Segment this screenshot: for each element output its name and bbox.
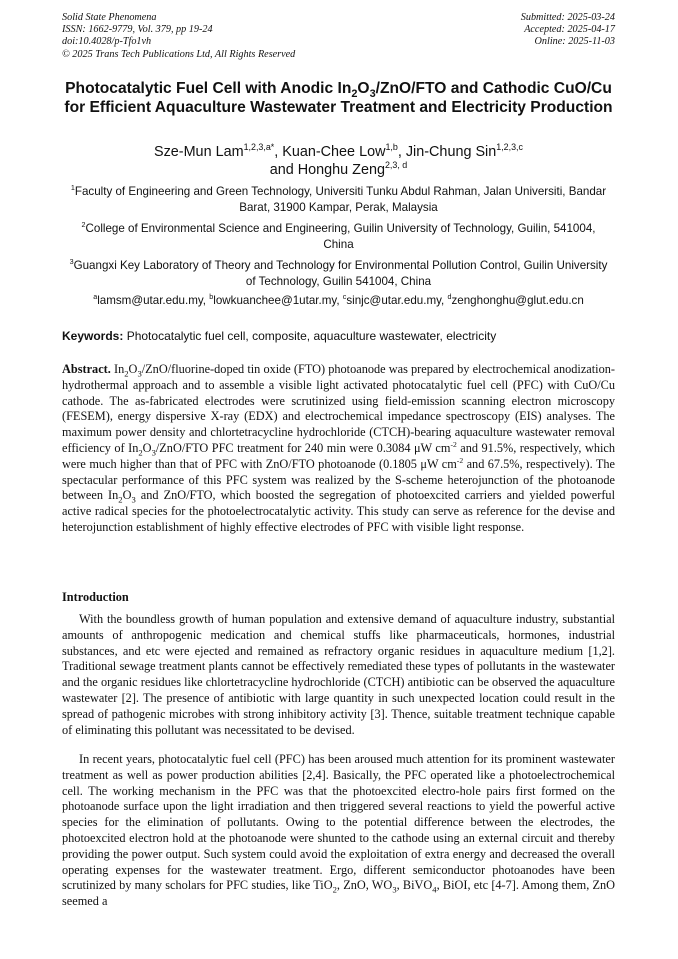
author-name: , Jin-Chung Sin	[397, 144, 497, 160]
issn: ISSN: 1662-9779, Vol. 379, pp 19-24	[62, 24, 213, 36]
affiliation: $^1$Faculty of Engineering and Green Technology, Universiti Tunku Abdul Rahman, Jalan Universiti, Bandar Barat, 31900 Kampar, Perak, Malaysia	[70, 183, 607, 214]
running-header	[62, 12, 615, 61]
online-date: Online: 2025-11-03	[534, 36, 615, 48]
keywords-text: Photocatalytic fuel cell, composite, aquaculture wastewater, electricity	[126, 329, 497, 343]
author-name: Sze-Mun Lam	[153, 144, 244, 160]
accepted-date: Accepted: 2025-04-17	[524, 24, 615, 36]
journal-name: Solid State Phenomena	[62, 12, 157, 23]
paper-title: Photocatalytic Fuel Cell with Anodic $In_2O_3/ZnO$/FTO and Cathodic CuO/Cu for Efficient Aquaculture Wastewater Treatment and Electricity Production	[64, 80, 613, 116]
author-list: Sze-Mun Lam$^{1,2,3,a*}$, Kuan-Chee Low$^{1,b}$, Jin-Chung Sin$^{1,2,3,c}$ and Honghu Zeng$^{2,3, d}$	[153, 142, 523, 178]
body-paragraph: In recent years, photocatalytic fuel cell (PFC) has been aroused much attention for its prominent wastewater treatment as well as power production abilities [2,4]. Basically, the PFC operated like a photoelectrochemical cell. The working mechanism in the PFC was that the photoexcited electro-hole pairs first formed on the photoanode surface upon the light irradiation and then triggered several reactions to yield the powerful active species for the elimination of pollutants. Owing to the potential difference between the electrodes, the photoexcited electron hold at the photoanode were shunted to the cathode using an external circuit and thereby providing the power output. Such system could avoid the exploitation of extra energy and decreased the overall operating expenses for the wastewater treatment. Ergo, different semiconductor photoanodes have been scrutinized by many scholars for PFC studies, like TiO$_2$, ZnO, $WO_3$, BiVO$_4$, BiOI, etc [4-7]. Among them, ZnO seemed a	[62, 752, 616, 909]
affiliation: $^3$Guangxi Key Laboratory of Theory and Technology for Environmental Pollution Control, Guilin University of Technology, Guilin 541004, China	[69, 257, 608, 288]
keywords-label: Keywords:	[62, 329, 124, 343]
submitted-date: Submitted: 2025-03-24	[520, 12, 615, 23]
publication-dates	[521, 12, 615, 49]
abstract-label: Abstract.	[62, 362, 111, 376]
copyright: © 2025 Trans Tech Publications Ltd, All Rights Reserved	[62, 48, 296, 60]
abstract: Abstract. $In_2O_3/ZnO/fluorine$-doped tin oxide (FTO) photoanode was prepared by electrochemical anodization-hydrothermal approach and to assemble a visible light activated photocatalytic fuel cell (PFC) with CuO/Cu cathode. The as-fabricated electrodes were scrutinized using field-emission scanning electron microscopy (FESEM), energy dispersive X-ray (EDX) and electrochemical impedance spectroscopy (EIS) analyses. The maximum power density and chlortetracycline hydrochloride (CTCH)-bearing aquaculture wastewater removal efficiency of $In_2O_3/ZnO$/FTO PFC treatment for 240 min were 0.3084 μW $cm^{-2}$ and 91.5%, respectively, which were much higher than that of PFC with ZnO/FTO photoanode (0.1805 μW $cm^{-2}$ and 67.5%, respectively). The spectacular performance of this PFC system was realized by the S-scheme heterojunction of the photoanode between $In_2O_3$ and ZnO/FTO, which boosted the segregation of photoexcited carriers and yielded powerful active radical species for the photoelectrocatalytic activity. This study can serve as reference for the devise and heterojunction establishment of highly effective electrodes of PFC with visible light response.	[62, 362, 615, 534]
author-name: and Honghu Zeng	[269, 162, 385, 178]
author-name: , Kuan-Chee Low	[274, 144, 386, 160]
keywords	[62, 329, 615, 344]
author-emails: $^a$lamsm@utar.edu.my, $^b$lowkuanchee@1utar.my, $^c$sinjc@utar.edu.my, $^d$zenghonghu@glut.edu.cn	[93, 292, 584, 307]
affiliation: $^2$College of Environmental Science and Engineering, Guilin University of Technology, Guilin, 541004, China	[81, 220, 596, 251]
section-heading: Introduction	[62, 590, 129, 604]
body-paragraph: With the boundless growth of human population and extensive demand of aquaculture industry, substantial amounts of anthropogenic medication and chemical stuffs like pharmaceuticals, hormones, industrial substances, and etc were ejected and remained as refractory organic residues in aquaculture medium [1,2]. Traditional sewage treatment plants cannot be effectively remediated these types of pollutants in the wastewater and the organic residues like chlortetracycline hydrochloride (CTCH) antibiotic can be observed the aquaculture wastewater [2]. The presence of antibiotic with large quantity in such unexpected location could result in the spread of pathogenic microbes with strong inhibitory activity [3]. Thence, suitable treatment technique capable of eliminating this pollutant was necessitated to be devised.	[62, 612, 615, 737]
journal-info	[62, 12, 295, 61]
doi: doi:10.4028/p-Tfo1vh	[62, 36, 152, 48]
